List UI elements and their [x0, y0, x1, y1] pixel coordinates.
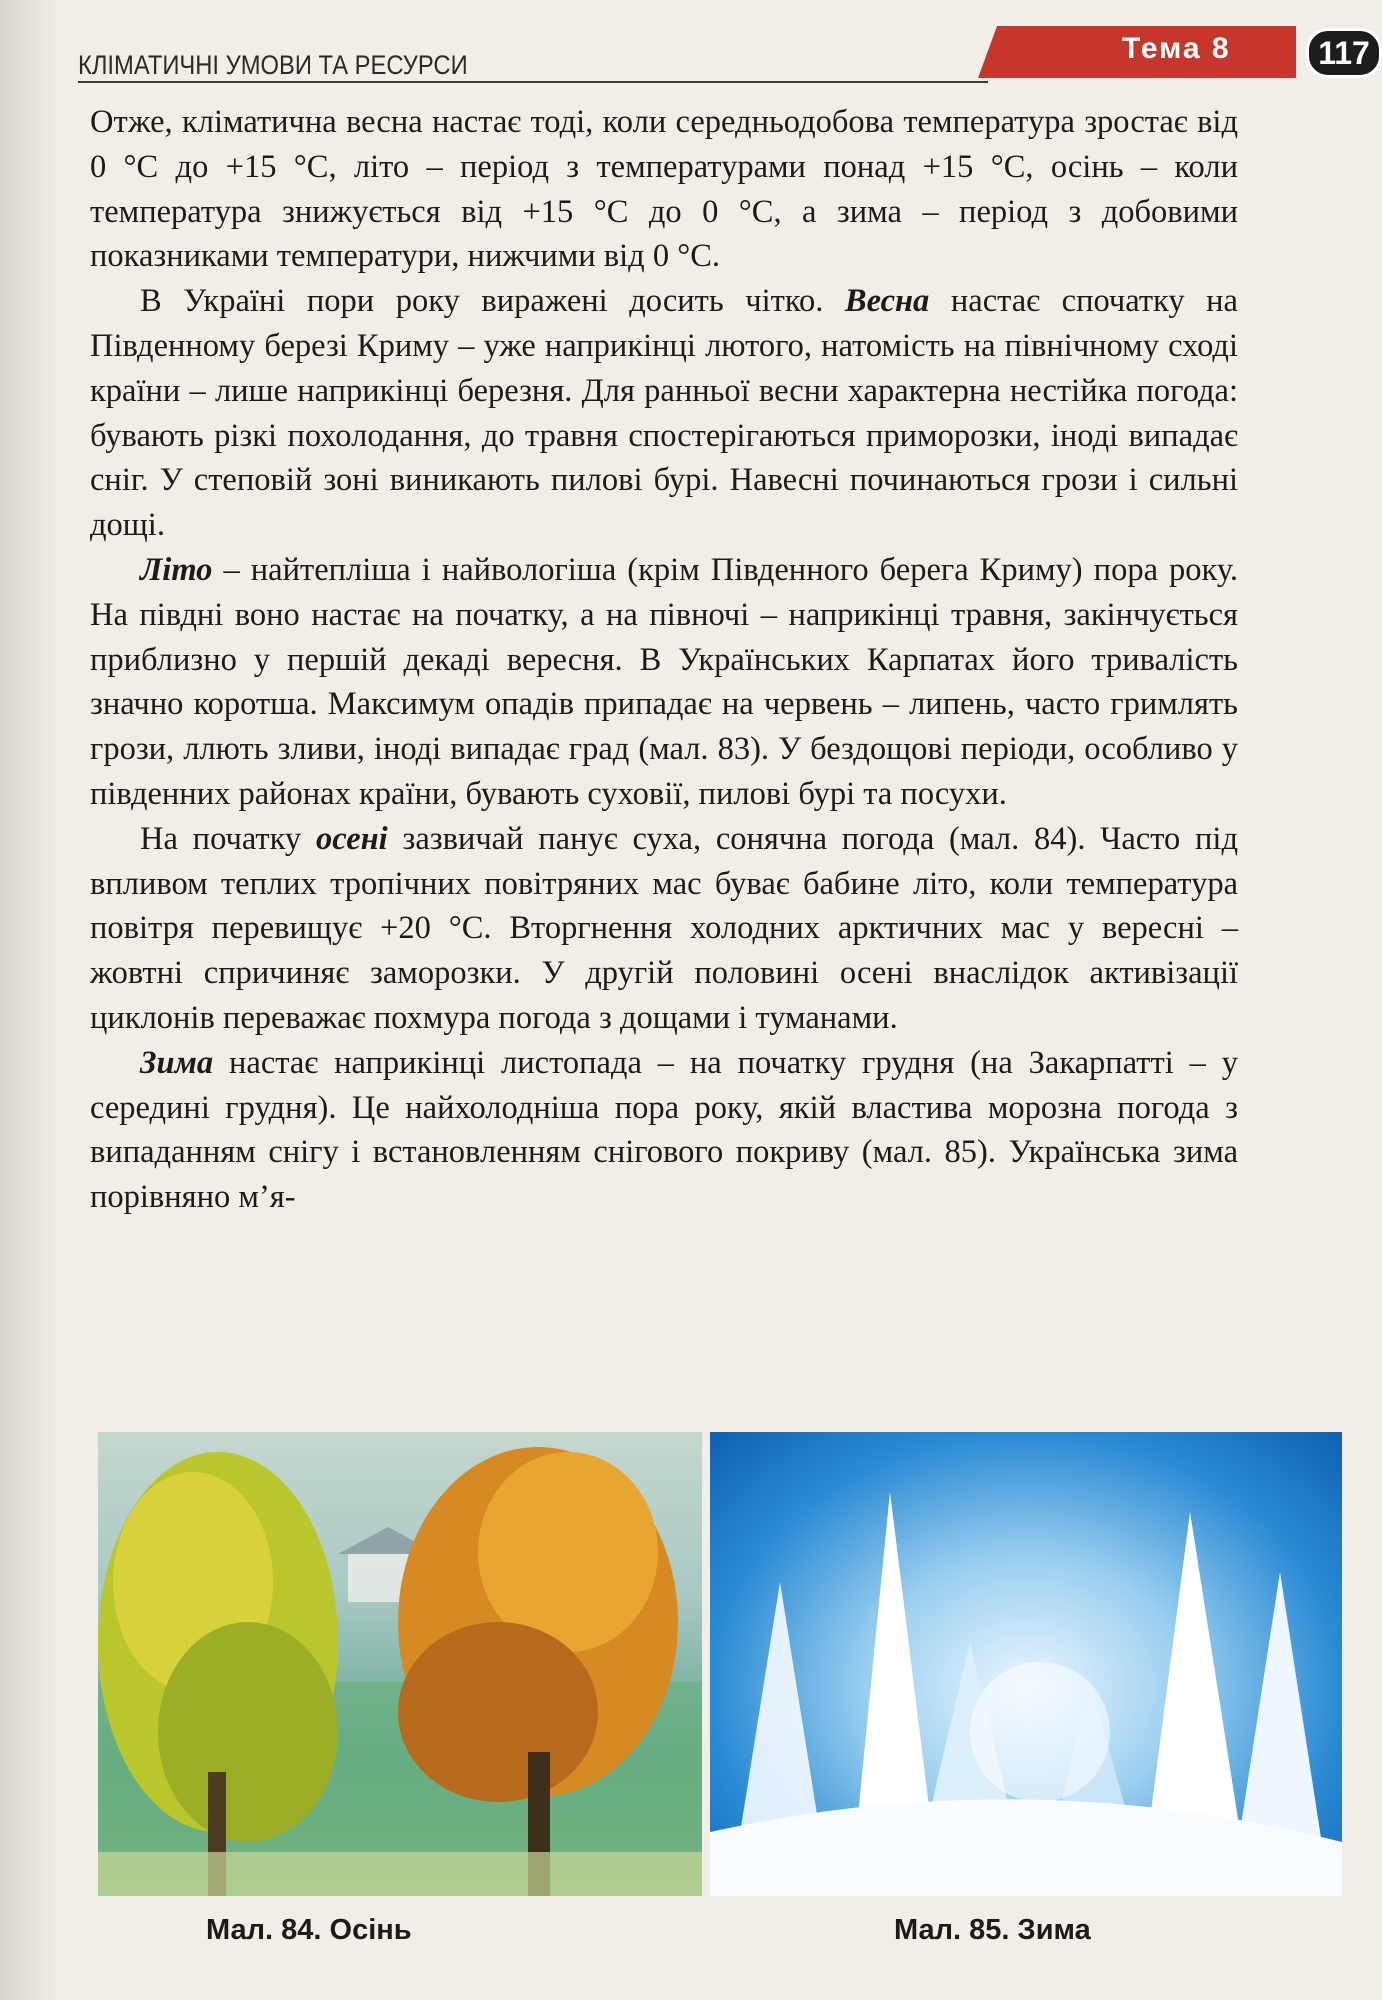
paragraph [90, 100, 1238, 279]
page-number: 117 [1306, 28, 1382, 78]
season-term: Літо [140, 551, 213, 588]
paragraph-text: настає наприкінці листопада – на початку грудня (на Закарпатті – у середині грудня). Це найхолодніша пора року, якій властива морозна погода з випаданням снігу і встановленням снігового покриву (мал. 85). Українська зима порівняно м’я- [90, 1044, 1238, 1216]
page-header [78, 26, 1370, 88]
paragraph [90, 1041, 1238, 1220]
paragraph [90, 548, 1238, 817]
autumn-photo [98, 1432, 702, 1896]
body-text [90, 100, 1238, 1220]
figures-row [98, 1432, 1244, 1946]
paragraph-text: В Україні пори року виражені досить чітко. [140, 283, 845, 320]
winter-photo [710, 1432, 1342, 1896]
header-rule [78, 81, 988, 83]
paragraph-text: – найтепліша і найвологіша (крім Південного берега Криму) пора року. На півдні воно настає на початку, а на півночі – наприкінці травня, закінчується приблизно у першій декаді вересня. В Українських Карпатах його тривалість значно коротша. Максимум опадів припадає на червень – липень, часто гримлять грози, ллють зливи, іноді випадає град (мал. 83). У бездощові періоди, особливо у південних районах країни, бувають суховії, пилові бурі та посухи. [90, 551, 1238, 812]
paragraph-text: На початку [140, 820, 316, 857]
paragraph [90, 279, 1238, 548]
paragraph-text: зазвичай панує суха, сонячна погода (мал. 84). Часто під впливом теплих тропічних повітряних мас буває бабине літо, коли температура повітря перевищує +20 °С. Вторгнення холодних арктичних мас у вересні – жовтні спричиняє заморозки. У другій половині осені внаслідок активізації циклонів переважає похмура погода з дощами і туманами. [90, 820, 1238, 1036]
theme-label: Тема 8 [1122, 32, 1231, 65]
page-edge-shadow [0, 0, 60, 2000]
paragraph-text: Отже, кліматична весна настає тоді, коли середньодобова температура зростає від 0 °С до +15 °С, літо – період з температурами понад +15 °С, осінь – коли температура знижується від +15 °С до 0 °С, а зима – період з добовими показниками температури, нижчими від 0 °С. [90, 104, 1238, 275]
paragraph-text: настає спочатку на Південному березі Криму – уже наприкінці лютого, натомість на північному сході країни – лише наприкінці березня. Для ранньої весни характерна нестійка погода: бувають різкі похолодання, до травня спостерігаються приморозки, іноді випадає сніг. У степовій зоні виникають пилові бурі. Навесні починаються грози і сильні дощі. [90, 283, 1238, 544]
season-term: Весна [844, 283, 930, 320]
figure-85-caption: Мал. 85. Зима [894, 1914, 1091, 1946]
paragraph [90, 817, 1238, 1041]
figure-84-caption: Мал. 84. Осінь [206, 1914, 412, 1946]
season-term: Зима [140, 1044, 214, 1081]
season-term: осені [315, 820, 388, 857]
section-title: КЛІМАТИЧНІ УМОВИ ТА РЕСУРСИ [78, 50, 468, 80]
